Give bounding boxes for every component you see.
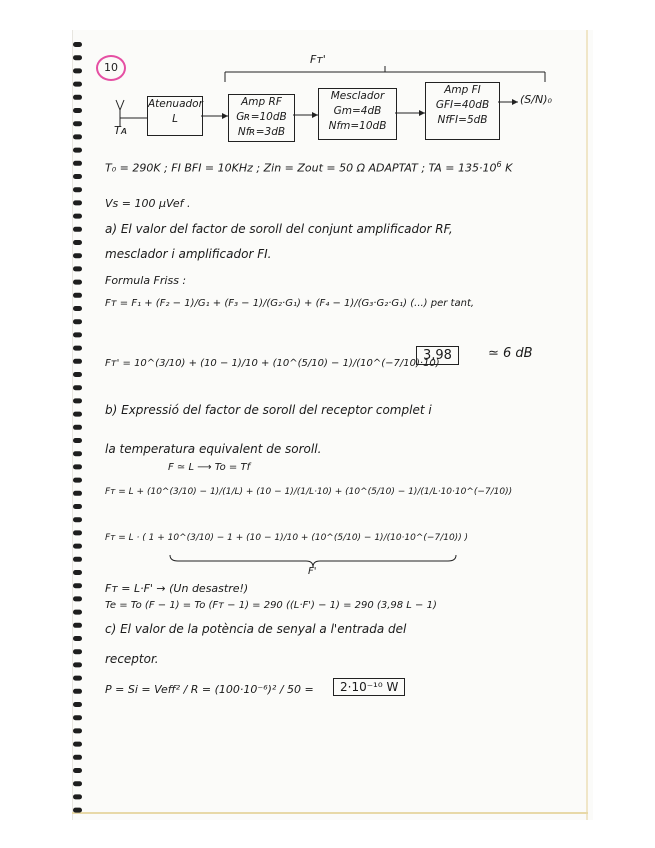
binding-hole [73, 715, 82, 720]
binding-hole [73, 280, 82, 285]
ft-formula-2: Fᴛ = L · ( 1 + 10^(3/10) − 1 + (10 − 1)/10 + (10^(5/10) − 1)/(10·10^(−7/10)) ) [105, 533, 469, 543]
binding-hole [73, 636, 82, 641]
attenuator-block [147, 96, 203, 136]
binding-hole [73, 359, 82, 364]
part-b-text-2: la temperatura equivalent de soroll. [105, 442, 322, 456]
binding-hole [73, 372, 82, 377]
binding-hole [73, 319, 82, 324]
binding-hole [73, 557, 82, 562]
ta-label: Tᴀ [114, 124, 128, 137]
binding-hole [73, 623, 82, 628]
mixer-nf: Nfm=10dB [328, 120, 387, 132]
brace-label: F' [308, 566, 317, 577]
fi-amp-nf: NfFI=5dB [437, 114, 488, 126]
mixer-label: Mesclador [330, 90, 385, 102]
binding-hole [73, 517, 82, 522]
binding-hole [73, 464, 82, 469]
problem-number-badge: 10 [96, 55, 126, 81]
ft-prime-formula: Fᴛ' = 10^(3/10) + (10 − 1)/10 + (10^(5/10) − 1)/(10^(−7/10)·10) [105, 358, 440, 369]
binding-hole [73, 768, 82, 773]
binding-hole [73, 742, 82, 747]
ft-prime-result: 3,98 [416, 346, 459, 365]
friis-title: Formula Friss : [105, 274, 187, 287]
binding-hole [73, 187, 82, 192]
binding-hole [73, 425, 82, 430]
binding-hole [73, 596, 82, 601]
binding-hole [73, 332, 82, 337]
binding-hole [73, 689, 82, 694]
binding-hole [73, 504, 82, 509]
binding-hole [73, 214, 82, 219]
binding-hole [73, 478, 82, 483]
binding-hole [73, 794, 82, 799]
binding-hole [73, 227, 82, 232]
givens-line-2: Vs = 100 μVef . [105, 197, 191, 210]
fi-amp-gain: GFI=40dB [435, 99, 490, 111]
binding-hole [73, 293, 82, 298]
binding-hole [73, 781, 82, 786]
binding-hole [73, 662, 82, 667]
ft-prime-label: Fᴛ' [310, 53, 326, 66]
paper-bottom-edge [72, 812, 588, 814]
power-formula: P = Si = Veff² / R = (100·10⁻⁶)² / 50 = [105, 683, 314, 696]
mixer-gain: Gm=4dB [333, 105, 382, 117]
ta-exponent: 6 [496, 160, 502, 169]
binding-hole [73, 755, 82, 760]
binding-hole [73, 583, 82, 588]
mixer-block [318, 88, 397, 140]
te-formula: Te = To (F − 1) = To (Fᴛ − 1) = 290 ((L·F') − 1) = 290 (3,98 L − 1) [105, 600, 437, 611]
friis-formula: Fᴛ = F₁ + (F₂ − 1)/G₁ + (F₃ − 1)/(G₂·G₁) + (F₄ − 1)/(G₃·G₂·G₁) (...) per tant, [105, 298, 475, 309]
binding-hole [73, 702, 82, 707]
binding-hole [73, 808, 82, 813]
binding-hole [73, 451, 82, 456]
fi-amp-block [425, 82, 500, 140]
ft-formula-3: Fᴛ = L·F' → (Un desastre!) [105, 582, 249, 595]
ft-prime-result-db: ≃ 6 dB [488, 346, 533, 361]
binding-hole [73, 728, 82, 733]
binding-hole [73, 398, 82, 403]
part-b-note: F ≃ L ⟶ To = Tf [168, 462, 251, 473]
binding-hole [73, 676, 82, 681]
part-c-text-1: c) El valor de la potència de senyal a l'entrada del [105, 622, 407, 636]
rf-amp-nf: Nfʀ=3dB [237, 126, 286, 138]
binding-hole [73, 570, 82, 575]
ft-formula-1: Fᴛ = L + (10^(3/10) − 1)/(1/L) + (10 − 1)/(1/L·10) + (10^(5/10) − 1)/(1/L·10·10^(−7/10)) [105, 487, 513, 497]
part-a-text-1: a) El valor del factor de soroll del conjunt amplificador RF, [105, 222, 453, 236]
rf-amp-block [228, 94, 295, 142]
binding-hole [73, 649, 82, 654]
power-result: 2·10⁻¹⁰ W [333, 678, 405, 696]
binding-hole [73, 530, 82, 535]
part-b-text-1: b) Expressió del factor de soroll del receptor complet i [105, 403, 432, 417]
fi-amp-label: Amp FI [444, 84, 481, 96]
snr-output-label: (S/N)₀ [520, 93, 552, 106]
binding-hole [73, 174, 82, 179]
part-a-text-2: mesclador i amplificador FI. [105, 247, 272, 261]
rf-amp-label: Amp RF [241, 96, 282, 108]
binding-hole [73, 266, 82, 271]
binding-hole [73, 161, 82, 166]
binding-hole [73, 544, 82, 549]
binding-hole [73, 412, 82, 417]
binding-hole [73, 306, 82, 311]
binding-hole [73, 346, 82, 351]
rf-amp-gain: Gʀ=10dB [236, 111, 287, 123]
ta-unit: K [505, 161, 513, 175]
binding-hole [73, 491, 82, 496]
binding-hole [73, 200, 82, 205]
binding-hole [73, 253, 82, 258]
binding-hole [73, 385, 82, 390]
attenuator-loss: L [172, 113, 178, 125]
binding-hole [73, 240, 82, 245]
part-c-text-2: receptor. [105, 652, 159, 666]
attenuator-label: Atenuador [148, 98, 203, 110]
binding-hole [73, 438, 82, 443]
binding-hole [73, 610, 82, 615]
givens-text: T₀ = 290K ; FI BFI = 10KHz ; Zin = Zout = 50 Ω ADAPTAT ; TA = 135·10 [105, 161, 497, 175]
givens-line-1 [105, 160, 512, 175]
